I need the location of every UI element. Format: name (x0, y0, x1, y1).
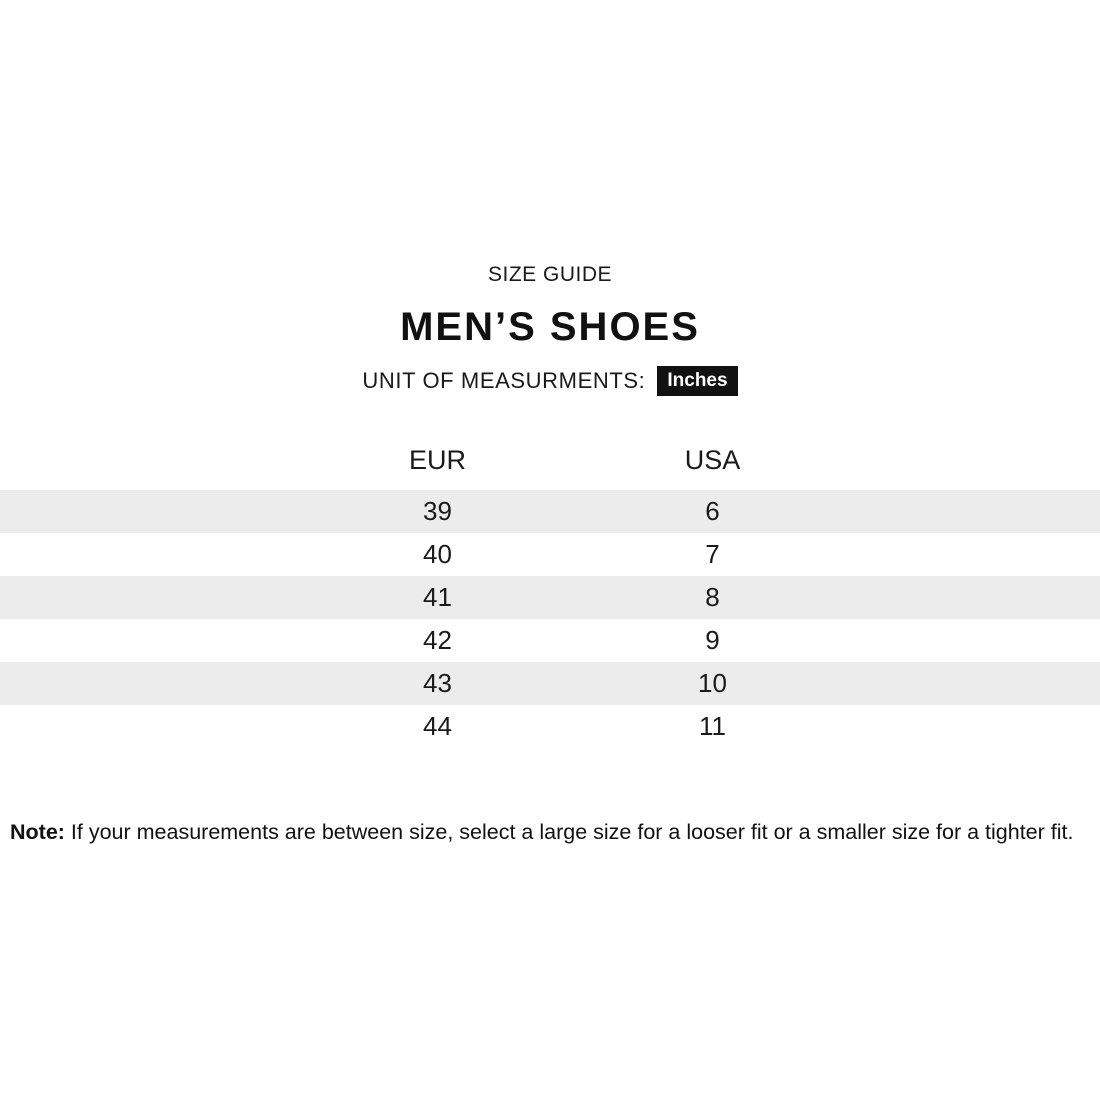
cell-usa: 7 (705, 539, 720, 570)
spacer-cell (0, 705, 300, 748)
spacer-cell (0, 662, 300, 705)
cell-eur: 40 (423, 539, 452, 570)
note-text: If your measurements are between size, select a large size for a looser fit or a smaller size for a tighter fit. (64, 820, 1074, 844)
table-row (0, 705, 1100, 748)
table-row (0, 576, 1100, 619)
table-row (0, 662, 1100, 705)
page-title: MEN’S SHOES (400, 305, 700, 350)
unit-row (0, 366, 1100, 396)
spacer-cell (0, 576, 300, 619)
column-header-usa: USA (684, 444, 741, 475)
table-row (0, 490, 1100, 533)
table-head (0, 436, 1100, 490)
table-row (0, 533, 1100, 576)
eyebrow-label: SIZE GUIDE (487, 263, 613, 286)
spacer-cell (850, 662, 1100, 705)
spacer-cell (0, 436, 300, 490)
table-row (0, 619, 1100, 662)
column-header-eur: EUR (408, 444, 466, 475)
spacer-cell (850, 576, 1100, 619)
spacer-cell (850, 490, 1100, 533)
spacer-cell (0, 490, 300, 533)
spacer-cell (850, 436, 1100, 490)
cell-usa: 11 (699, 711, 726, 742)
cell-usa: 10 (698, 668, 727, 699)
cell-eur: 44 (423, 711, 452, 742)
unit-label: UNIT OF MEASURMENTS: (362, 368, 646, 394)
note-label: Note: (10, 820, 65, 844)
table-header-row (0, 436, 1100, 490)
table-body (0, 490, 1100, 748)
cell-eur: 43 (423, 668, 452, 699)
cell-usa: 6 (705, 496, 720, 527)
header-block (0, 0, 1100, 396)
size-table (0, 436, 1100, 748)
spacer-cell (850, 619, 1100, 662)
cell-usa: 8 (705, 582, 720, 613)
spacer-cell (0, 533, 300, 576)
note-block (10, 818, 1086, 846)
unit-value-chip[interactable]: Inches (657, 366, 737, 396)
cell-eur: 42 (423, 625, 452, 656)
cell-eur: 41 (423, 582, 452, 613)
cell-eur: 39 (423, 496, 452, 527)
spacer-cell (850, 533, 1100, 576)
spacer-cell (850, 705, 1100, 748)
spacer-cell (0, 619, 300, 662)
cell-usa: 9 (705, 625, 720, 656)
